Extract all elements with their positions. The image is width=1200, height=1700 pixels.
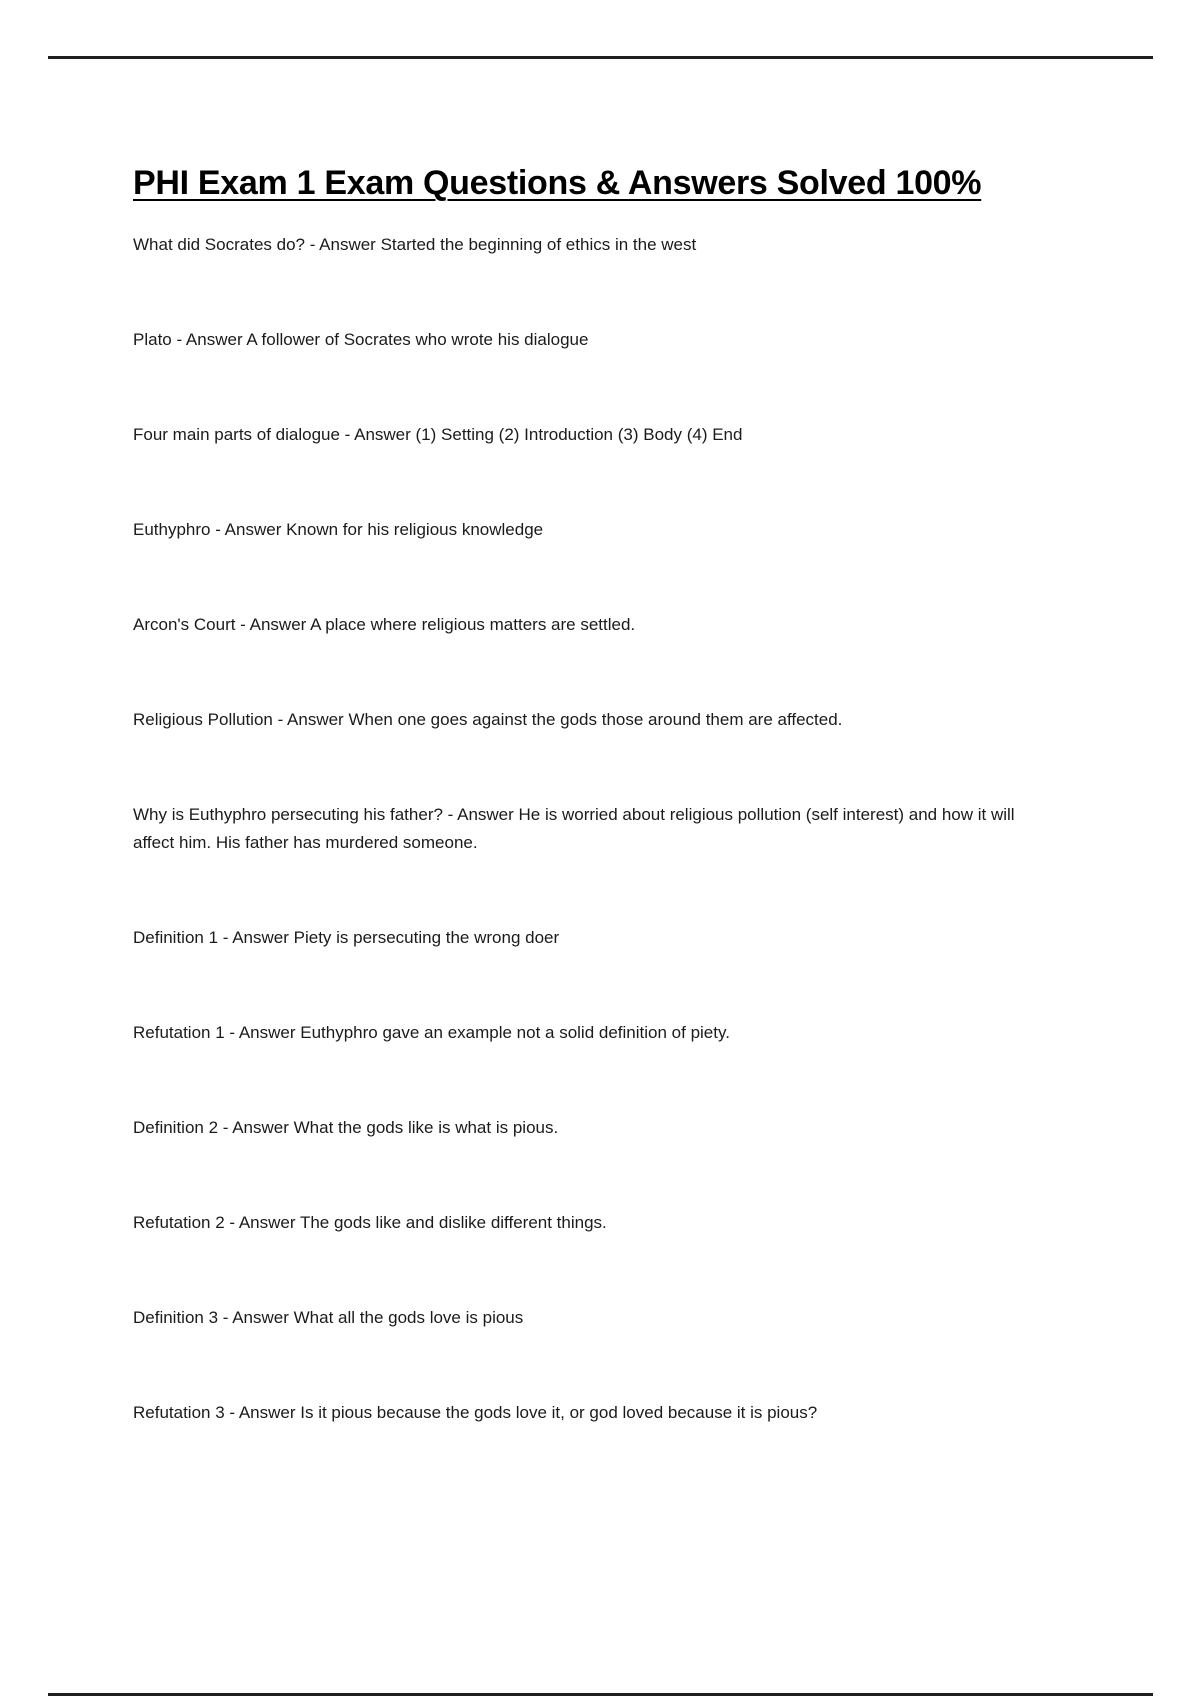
qa-paragraph: Definition 2 - Answer What the gods like is what is pious. (133, 1117, 559, 1137)
page-title: PHI Exam 1 Exam Questions & Answers Solved 100% (133, 164, 982, 202)
qa-paragraph: Refutation 2 - Answer The gods like and dislike different things. (133, 1212, 607, 1232)
qa-paragraph: Why is Euthyphro persecuting his father? - Answer He is worried about religious pollution (self interest) and how it will affect him. His father has murdered someone. (133, 804, 1015, 852)
page-bottom-border (48, 1693, 1153, 1696)
document-body (133, 162, 1078, 1494)
qa-paragraph: Definition 1 - Answer Piety is persecuting the wrong doer (133, 927, 560, 947)
qa-paragraph: Refutation 3 - Answer Is it pious because the gods love it, or god loved because it is pious? (133, 1402, 818, 1422)
qa-paragraph: Religious Pollution - Answer When one goes against the gods those around them are affected. (133, 709, 843, 729)
qa-paragraph: Arcon's Court - Answer A place where religious matters are settled. (133, 614, 636, 634)
qa-paragraph: Refutation 1 - Answer Euthyphro gave an example not a solid definition of piety. (133, 1022, 730, 1042)
qa-paragraph: What did Socrates do? - Answer Started the beginning of ethics in the west (133, 234, 697, 254)
qa-paragraph: Euthyphro - Answer Known for his religious knowledge (133, 519, 544, 539)
qa-paragraph: Four main parts of dialogue - Answer (1) Setting (2) Introduction (3) Body (4) End (133, 424, 743, 444)
qa-paragraph: Plato - Answer A follower of Socrates who wrote his dialogue (133, 329, 589, 349)
qa-paragraph: Definition 3 - Answer What all the gods love is pious (133, 1307, 524, 1327)
page-top-border (48, 56, 1153, 59)
